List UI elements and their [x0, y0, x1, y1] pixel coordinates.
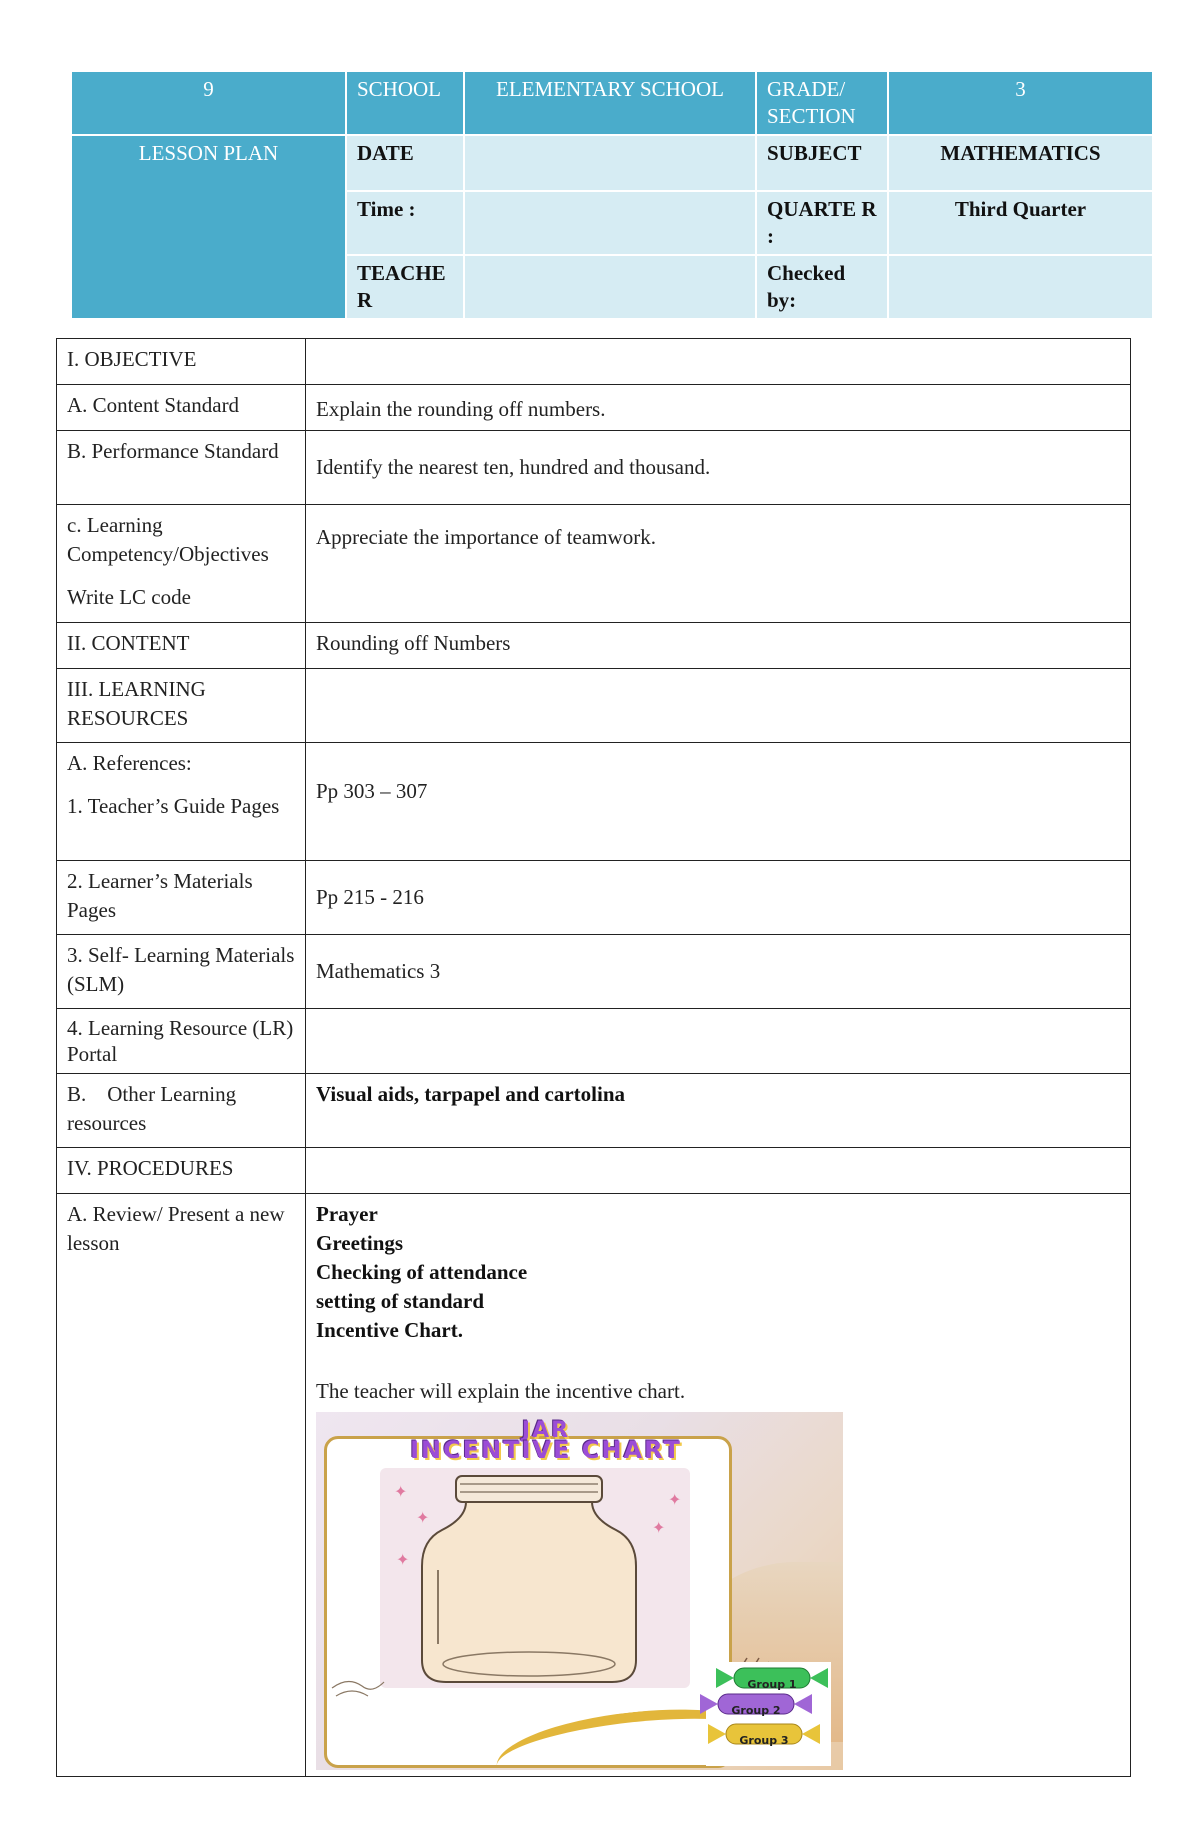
references-cell	[57, 743, 306, 861]
references-label: A. References:	[67, 751, 192, 775]
lesson-header-table	[70, 70, 1154, 320]
table-row	[57, 861, 1131, 935]
content-standard-value: Explain the rounding off numbers.	[306, 385, 1131, 431]
quarter-value: Third Quarter	[888, 191, 1153, 255]
review-item-prayer: Prayer	[316, 1202, 378, 1226]
table-row	[57, 743, 1131, 861]
content-standard-label: A. Content Standard	[57, 385, 306, 431]
candy-group3-label: Group 3	[739, 1734, 789, 1747]
subject-value: MATHEMATICS	[888, 135, 1153, 191]
table-row	[57, 385, 1131, 431]
table-row	[57, 1074, 1131, 1148]
content-value: Rounding off Numbers	[306, 623, 1131, 669]
learners-materials-value: Pp 215 - 216	[306, 861, 1131, 935]
school-label: SCHOOL	[346, 71, 464, 135]
chart-title-line2: INCENTIVE CHART	[410, 1436, 682, 1464]
table-row	[57, 623, 1131, 669]
table-row	[57, 505, 1131, 623]
jar-incentive-chart-image	[316, 1412, 843, 1770]
teachers-guide-value: Pp 303 – 307	[306, 743, 1131, 861]
candy-group1-label: Group 1	[747, 1678, 797, 1691]
grade-value: 3	[888, 71, 1153, 135]
school-value: ELEMENTARY SCHOOL	[464, 71, 756, 135]
slm-label: 3. Self- Learning Materials (SLM)	[57, 935, 306, 1009]
checked-by-value[interactable]	[888, 255, 1153, 319]
sparkle-icon: ✦	[394, 1484, 408, 1501]
other-resources-label: B. Other Learning resources	[57, 1074, 306, 1148]
review-item-incentive-chart: Incentive Chart.	[316, 1318, 463, 1342]
slm-value: Mathematics 3	[306, 935, 1131, 1009]
grade-label: GRADE/ SECTION	[756, 71, 888, 135]
sparkle-icon: ✦	[668, 1492, 682, 1509]
review-label: A. Review/ Present a new lesson	[57, 1194, 306, 1777]
table-row	[57, 1009, 1131, 1074]
objective-value	[306, 339, 1131, 385]
learning-competency-label: c. Learning Competency/Objectives	[67, 513, 269, 566]
lesson-plan-table	[56, 338, 1131, 1777]
performance-standard-label: B. Performance Standard	[57, 431, 306, 505]
quarter-label: QUARTE R :	[756, 191, 888, 255]
lesson-number: 9	[71, 71, 346, 135]
other-resources-value: Visual aids, tarpapel and cartolina	[306, 1074, 1131, 1148]
review-item-attendance: Checking of attendance	[316, 1260, 528, 1284]
table-row	[57, 669, 1131, 743]
learners-materials-label: 2. Learner’s Materials Pages	[57, 861, 306, 935]
lc-code-label: Write LC code	[67, 585, 191, 609]
sparkle-icon: ✦	[396, 1552, 410, 1569]
time-value[interactable]	[464, 191, 756, 255]
jar-icon	[416, 1474, 642, 1686]
table-row	[57, 1148, 1131, 1194]
chart-title-line1: JAR	[521, 1418, 571, 1443]
teacher-value[interactable]	[464, 255, 756, 319]
sparkle-icon: ✦	[416, 1510, 430, 1527]
candy-group2-label: Group 2	[731, 1704, 781, 1717]
review-item-standard: setting of standard	[316, 1289, 485, 1313]
content-label: II. CONTENT	[57, 623, 306, 669]
time-label: Time :	[346, 191, 464, 255]
learning-resources-label: III. LEARNING RESOURCES	[57, 669, 306, 743]
sparkle-icon: ✦	[652, 1520, 666, 1537]
learning-resources-value	[306, 669, 1131, 743]
table-row	[57, 431, 1131, 505]
review-cell	[306, 1194, 1131, 1777]
checked-by-label: Checked by:	[756, 255, 888, 319]
procedures-label: IV. PROCEDURES	[57, 1148, 306, 1194]
teachers-guide-label: 1. Teacher’s Guide Pages	[67, 794, 280, 818]
date-label: DATE	[346, 135, 464, 191]
lr-portal-value	[306, 1009, 1131, 1074]
learning-competency-cell	[57, 505, 306, 623]
objective-label: I. OBJECTIVE	[57, 339, 306, 385]
lesson-plan-title: LESSON PLAN	[71, 135, 346, 319]
swirl-decoration	[328, 1674, 388, 1702]
table-row	[57, 339, 1131, 385]
table-row	[57, 1194, 1131, 1777]
performance-standard-value: Identify the nearest ten, hundred and thousand.	[306, 431, 1131, 505]
lr-portal-label: 4. Learning Resource (LR) Portal	[57, 1009, 306, 1074]
date-value[interactable]	[464, 135, 756, 191]
learning-competency-value: Appreciate the importance of teamwork.	[306, 505, 1131, 623]
teacher-label: TEACHE R	[346, 255, 464, 319]
table-row	[57, 935, 1131, 1009]
procedures-value	[306, 1148, 1131, 1194]
review-item-greetings: Greetings	[316, 1231, 404, 1255]
subject-label: SUBJECT	[756, 135, 888, 191]
review-note: The teacher will explain the incentive chart.	[316, 1379, 686, 1403]
